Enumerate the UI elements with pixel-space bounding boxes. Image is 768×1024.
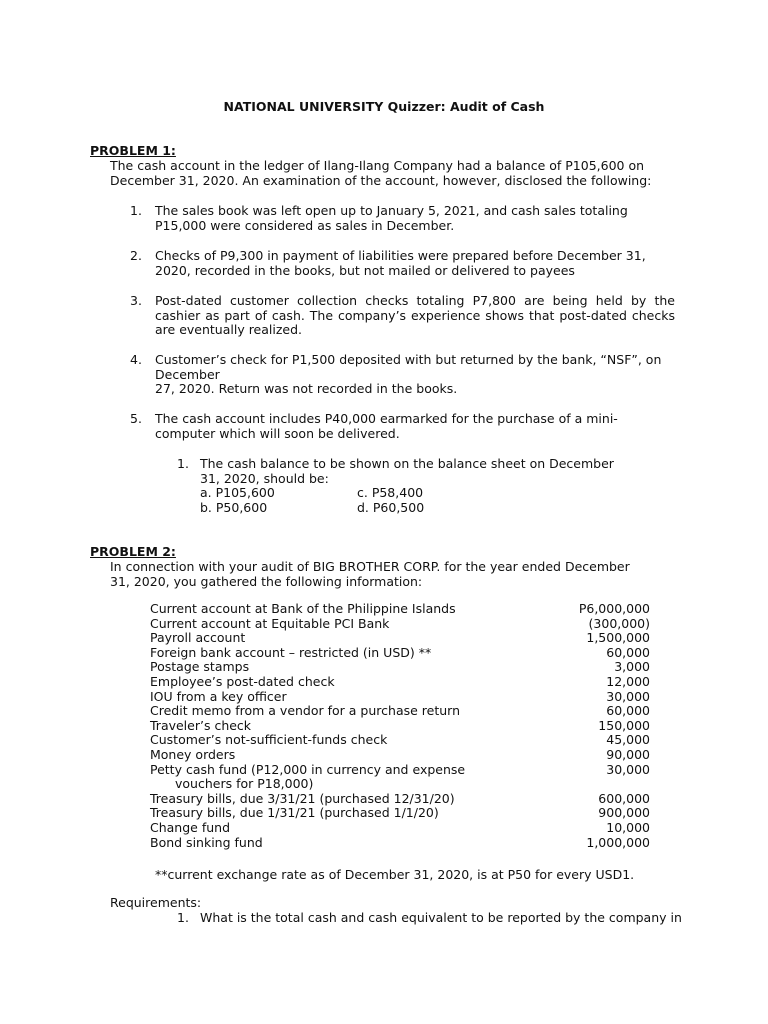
table-row [150,646,650,661]
requirements-label: Requirements: [110,895,202,910]
problem1-question [177,457,627,486]
table-row [150,660,650,675]
item-text: The cash account includes P40,000 earmarked for the purchase of a mini-computer which will soon be delivered. [155,411,618,441]
item-number: 4. [130,352,142,367]
requirement-1 [177,910,682,926]
table-row [150,690,650,705]
row-label: Payroll account [150,630,246,646]
choice-d: d. P60,500 [357,500,425,515]
item-number: 3. [130,293,142,308]
row-amount: 3,000 [614,659,650,675]
problem1-heading: PROBLEM 1: [90,143,176,158]
choice-a: a. P105,600 [200,485,275,500]
table-row [150,675,650,690]
item-text-line3: 27, 2020. Return was not recorded in the books. [155,381,458,397]
cash-items-table [150,602,650,850]
row-label: Current account at Bank of the Philippine Islands [150,601,456,616]
row-label-continuation: vouchers for P18,000) [175,776,314,792]
item-number: 2. [130,248,142,263]
item-text-line1: Customer’s check for P1,500 deposited with but returned by the bank, “NSF”, on [155,352,662,367]
table-row [150,806,650,821]
row-label: Employee’s post-dated check [150,673,335,689]
question-text: The cash balance to be shown on the balance sheet on December 31, 2020, should be: [200,456,614,486]
row-amount: 1,500,000 [586,630,650,646]
row-amount: 150,000 [598,717,650,733]
table-row [150,763,650,792]
row-amount: 30,000 [606,761,650,777]
problem1-item-3 [130,294,675,338]
problem1-item-5 [130,412,675,441]
item-number: 1. [130,203,142,218]
choice-b: b. P50,600 [200,500,268,515]
row-amount: 12,000 [606,673,650,689]
row-label: Money orders [150,746,236,762]
row-amount: P6,000,000 [578,601,650,616]
item-text: The sales book was left open up to January 5, 2021, and cash sales totaling P15,000 were considered as sales in December. [155,203,628,233]
row-amount: 45,000 [606,732,650,748]
row-label: Traveler’s check [150,717,252,733]
row-amount: 60,000 [606,703,650,719]
row-label: Petty cash fund (P12,000 in currency and expense [150,761,466,777]
table-row [150,617,650,632]
row-amount: 60,000 [606,644,650,660]
row-label: Change fund [150,819,231,835]
row-label: Customer’s not-sufficient-funds check [150,732,388,748]
row-amount: 90,000 [606,746,650,762]
item-text: Checks of P9,300 in payment of liabilities were prepared before December 31, 2020, recorded in the books, but not mailed or delivered to payees [155,248,646,278]
item-text: Post-dated customer collection checks totaling P7,800 are being held by the cashier as part of cash. The company’s experience shows that post-dated checks are eventually realized. [155,293,675,338]
question-number: 1. [177,456,189,471]
item-number: 5. [130,411,142,426]
row-label: Postage stamps [150,659,250,675]
choice-c: c. P58,400 [357,485,424,500]
table-row [150,821,650,836]
row-amount: (300,000) [588,615,650,631]
problem1-item-2 [130,249,675,278]
row-label: Bond sinking fund [150,834,263,850]
row-label: Foreign bank account – restricted (in USD) ** [150,644,432,660]
problem2-intro: In connection with your audit of BIG BROTHER CORP. for the year ended December 31, 2020, you gathered the following information: [110,559,630,589]
exchange-rate-note: **current exchange rate as of December 31, 2020, is at P50 for every USD1. [155,867,635,882]
requirement-text: What is the total cash and cash equivalent to be reported by the company in [200,910,682,925]
table-row [150,719,650,734]
row-amount: 600,000 [598,790,650,806]
row-label: Treasury bills, due 1/31/21 (purchased 1/1/20) [150,805,439,821]
row-label: Treasury bills, due 3/31/21 (purchased 12/31/20) [150,790,455,806]
item-text-line2: December [155,366,220,382]
row-label: IOU from a key officer [150,688,287,704]
problem1-item-1 [130,204,675,233]
row-amount: 1,000,000 [586,834,650,850]
table-row [150,733,650,748]
problem2-heading: PROBLEM 2: [90,544,176,559]
row-amount: 30,000 [606,688,650,704]
row-label: Current account at Equitable PCI Bank [150,615,390,631]
table-row [150,704,650,719]
row-label: Credit memo from a vendor for a purchase return [150,703,460,719]
problem1-item-4 [130,353,675,397]
row-amount: 10,000 [606,819,650,835]
table-row [150,631,650,646]
document-title: NATIONAL UNIVERSITY Quizzer: Audit of Cash [223,99,545,114]
table-row [150,836,650,851]
requirement-number: 1. [177,910,189,925]
table-row [150,602,650,617]
table-row [150,792,650,807]
row-amount: 900,000 [598,805,650,821]
problem1-intro: The cash account in the ledger of Ilang-Ilang Company had a balance of P105,600 on December 31, 2020. An examination of the account, however, disclosed the following: [110,158,652,188]
table-row [150,748,650,763]
